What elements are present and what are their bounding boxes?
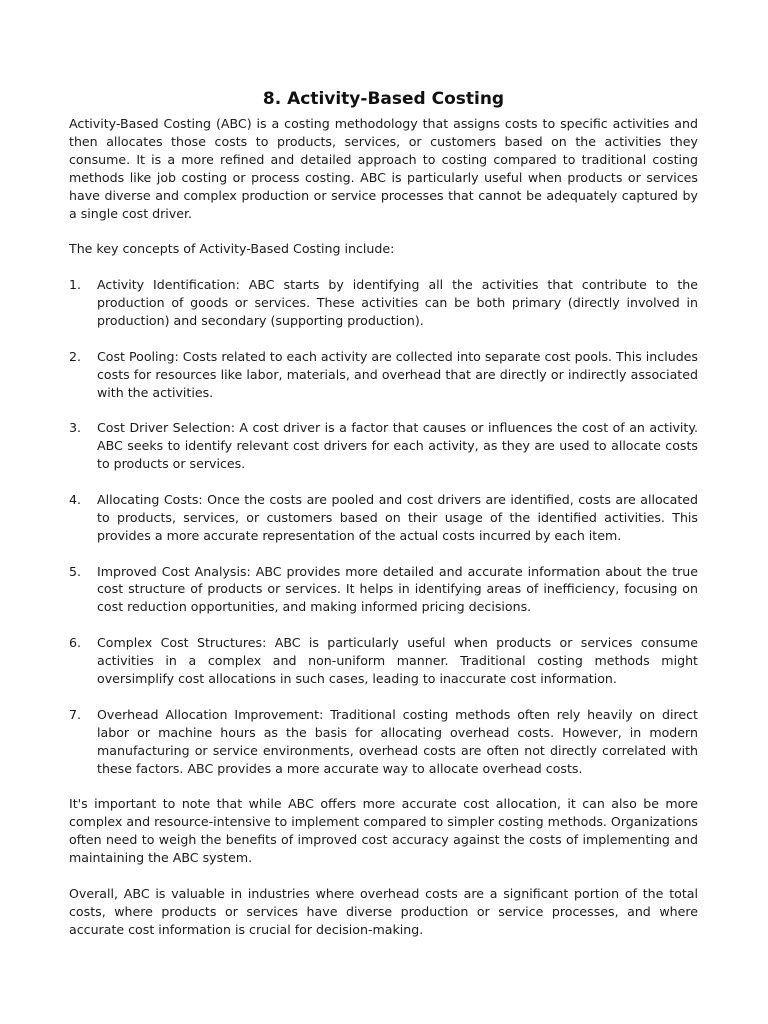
page-title: 8. Activity-Based Costing <box>262 89 505 109</box>
list-item-number: 3. <box>69 420 82 436</box>
list-item-number: 6. <box>69 635 82 651</box>
list-item <box>69 348 698 402</box>
list-item <box>69 706 698 778</box>
list-item <box>69 276 698 330</box>
document-page <box>69 88 698 939</box>
list-item-text: Cost Pooling: Costs related to each activity are collected into separate cost pools. This includes costs for resources like labor, materials, and overhead that are directly or indirectly associated with the activities. <box>97 348 698 400</box>
list-item-text: Improved Cost Analysis: ABC provides more detailed and accurate information about the true cost structure of products or services. It helps in identifying areas of inefficiency, focusing on cost reduction opportunities, and making informed pricing decisions. <box>97 563 698 615</box>
list-item-text: Complex Cost Structures: ABC is particularly useful when products or services consume activities in a complex and non-uniform manner. Traditional costing methods might oversimplify cost allocations in such cases, leading to inaccurate cost information. <box>97 635 698 686</box>
list-item <box>69 634 698 688</box>
list-item-number: 2. <box>69 348 82 364</box>
list-item-number: 4. <box>69 491 82 507</box>
key-concepts-list <box>69 276 698 777</box>
list-item-number: 7. <box>69 706 82 722</box>
list-item-text: Activity Identification: ABC starts by identifying all the activities that contribute to the production of goods or services. These activities can be both primary (directly involved in production) and secondary (supporting production). <box>97 277 698 328</box>
conclusion-paragraph: Overall, ABC is valuable in industries where overhead costs are a significant portion of the total costs, where products or services have diverse production or service processes, and where accurate cost information is crucial for decision-making. <box>69 885 698 937</box>
key-concepts-intro: The key concepts of Activity-Based Costing include: <box>69 241 395 257</box>
list-item <box>69 563 698 617</box>
intro-paragraph: Activity-Based Costing (ABC) is a costing methodology that assigns costs to specific activities and then allocates those costs to products, services, or customers based on the activities they consume. It is a more refined and detailed approach to costing compared to traditional costing methods like job costing or process costing. ABC is particularly useful when products or services have diverse and complex production or service processes that cannot be adequately captured by a single cost driver. <box>69 116 698 221</box>
list-item-text: Allocating Costs: Once the costs are pooled and cost drivers are identified, costs are allocated to products, services, or customers based on their usage of the identified activities. This provides a more accurate representation of the actual costs incurred by each item. <box>97 491 698 543</box>
list-item <box>69 491 698 545</box>
list-item-text: Cost Driver Selection: A cost driver is a factor that causes or influences the cost of an activity. ABC seeks to identify relevant cost drivers for each activity, as they are used to allocate costs to products or services. <box>97 420 698 472</box>
list-item-text: Overhead Allocation Improvement: Traditional costing methods often rely heavily on direct labor or machine hours as the basis for allocating overhead costs. However, in modern manufacturing or service environments, overhead costs are often not directly correlated with these factors. ABC provides a more accurate way to allocate overhead costs. <box>97 706 698 776</box>
note-paragraph: It's important to note that while ABC offers more accurate cost allocation, it can also be more complex and resource-intensive to implement compared to simpler costing methods. Organizations often need to weigh the benefits of improved cost accuracy against the costs of implementing and maintaining the ABC system. <box>69 796 698 866</box>
list-item <box>69 419 698 473</box>
list-item-number: 5. <box>69 563 82 579</box>
list-item-number: 1. <box>69 277 82 293</box>
